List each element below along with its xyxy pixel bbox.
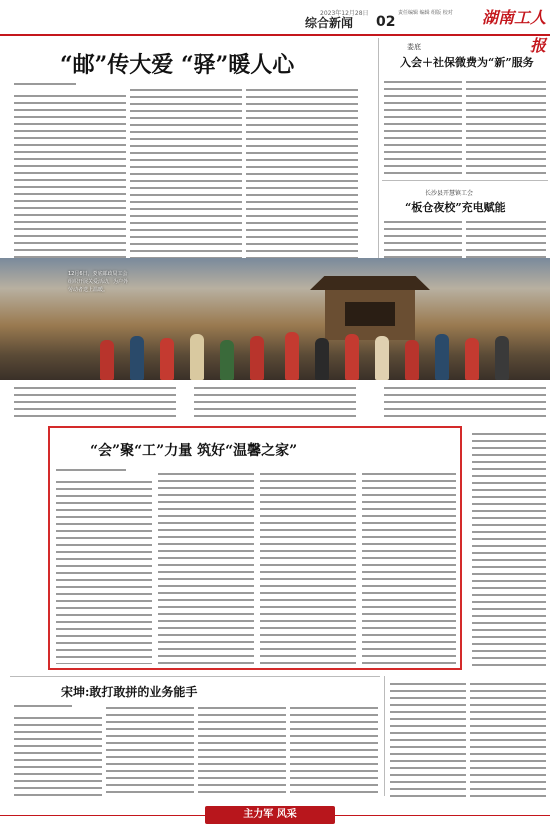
- text-block: [384, 384, 546, 422]
- right-top-text-col-1: [384, 78, 462, 176]
- section-title: 综合新闻: [305, 16, 354, 30]
- right-mid-text-col-1: [384, 218, 462, 258]
- boxed-headline: “会”聚“工”力量 筑好“温馨之家”: [90, 443, 298, 459]
- right-text-col: [472, 430, 546, 670]
- page-number: 02: [376, 14, 396, 30]
- boxed-text-col-4: [362, 470, 456, 664]
- editor-credits: 责任编辑 编辑 组版 校对: [398, 10, 453, 16]
- right-mid-text-col-2: [466, 218, 546, 258]
- story-divider: [10, 676, 380, 677]
- right-top-text-col-2: [466, 78, 546, 176]
- column-divider: [384, 676, 385, 796]
- bottom-headline: 宋坤:敢打敢拼的业务能手: [61, 685, 198, 699]
- bottom-text-col-4: [290, 704, 378, 798]
- story-kicker: 长沙县开慧镇工会: [425, 190, 474, 197]
- bottom-right-col-2: [470, 680, 546, 798]
- byline-bar: [14, 702, 72, 710]
- footer-logo: 主力军 风采: [205, 806, 335, 824]
- right-mid-headline: “板仓夜校”充电赋能: [405, 201, 506, 214]
- bottom-text-col-1: [14, 714, 102, 798]
- newspaper-logo: 湖南工人报: [482, 8, 547, 55]
- boxed-text-col-2: [158, 470, 254, 664]
- text-block: [194, 384, 356, 422]
- story-divider: [382, 180, 548, 181]
- issue-date: 2023年12月28日: [320, 10, 369, 17]
- lead-text-col-2: [130, 86, 242, 260]
- story-kicker: 娄底: [407, 43, 421, 51]
- right-top-headline: 入会＋社保微费为“新”服务: [400, 56, 534, 69]
- byline-bar: [14, 80, 76, 88]
- byline-bar: [56, 466, 126, 474]
- bottom-text-col-3: [198, 704, 286, 798]
- column-divider: [378, 38, 379, 258]
- lead-headline: “邮”传大爱 “驿”暖人心: [60, 52, 295, 78]
- boxed-text-col-1: [56, 478, 152, 664]
- bottom-right-col-1: [390, 680, 466, 798]
- masthead-rule: [0, 34, 550, 36]
- boxed-text-col-3: [260, 470, 356, 664]
- bottom-text-col-2: [106, 704, 194, 798]
- photo-caption: 12月6日，娄底邮政局工会组织开展关爱活动，为户外劳动者送上温暖。: [68, 271, 129, 293]
- lead-text-col-1: [14, 92, 126, 260]
- lead-text-col-3: [246, 86, 358, 260]
- text-block: [14, 384, 176, 422]
